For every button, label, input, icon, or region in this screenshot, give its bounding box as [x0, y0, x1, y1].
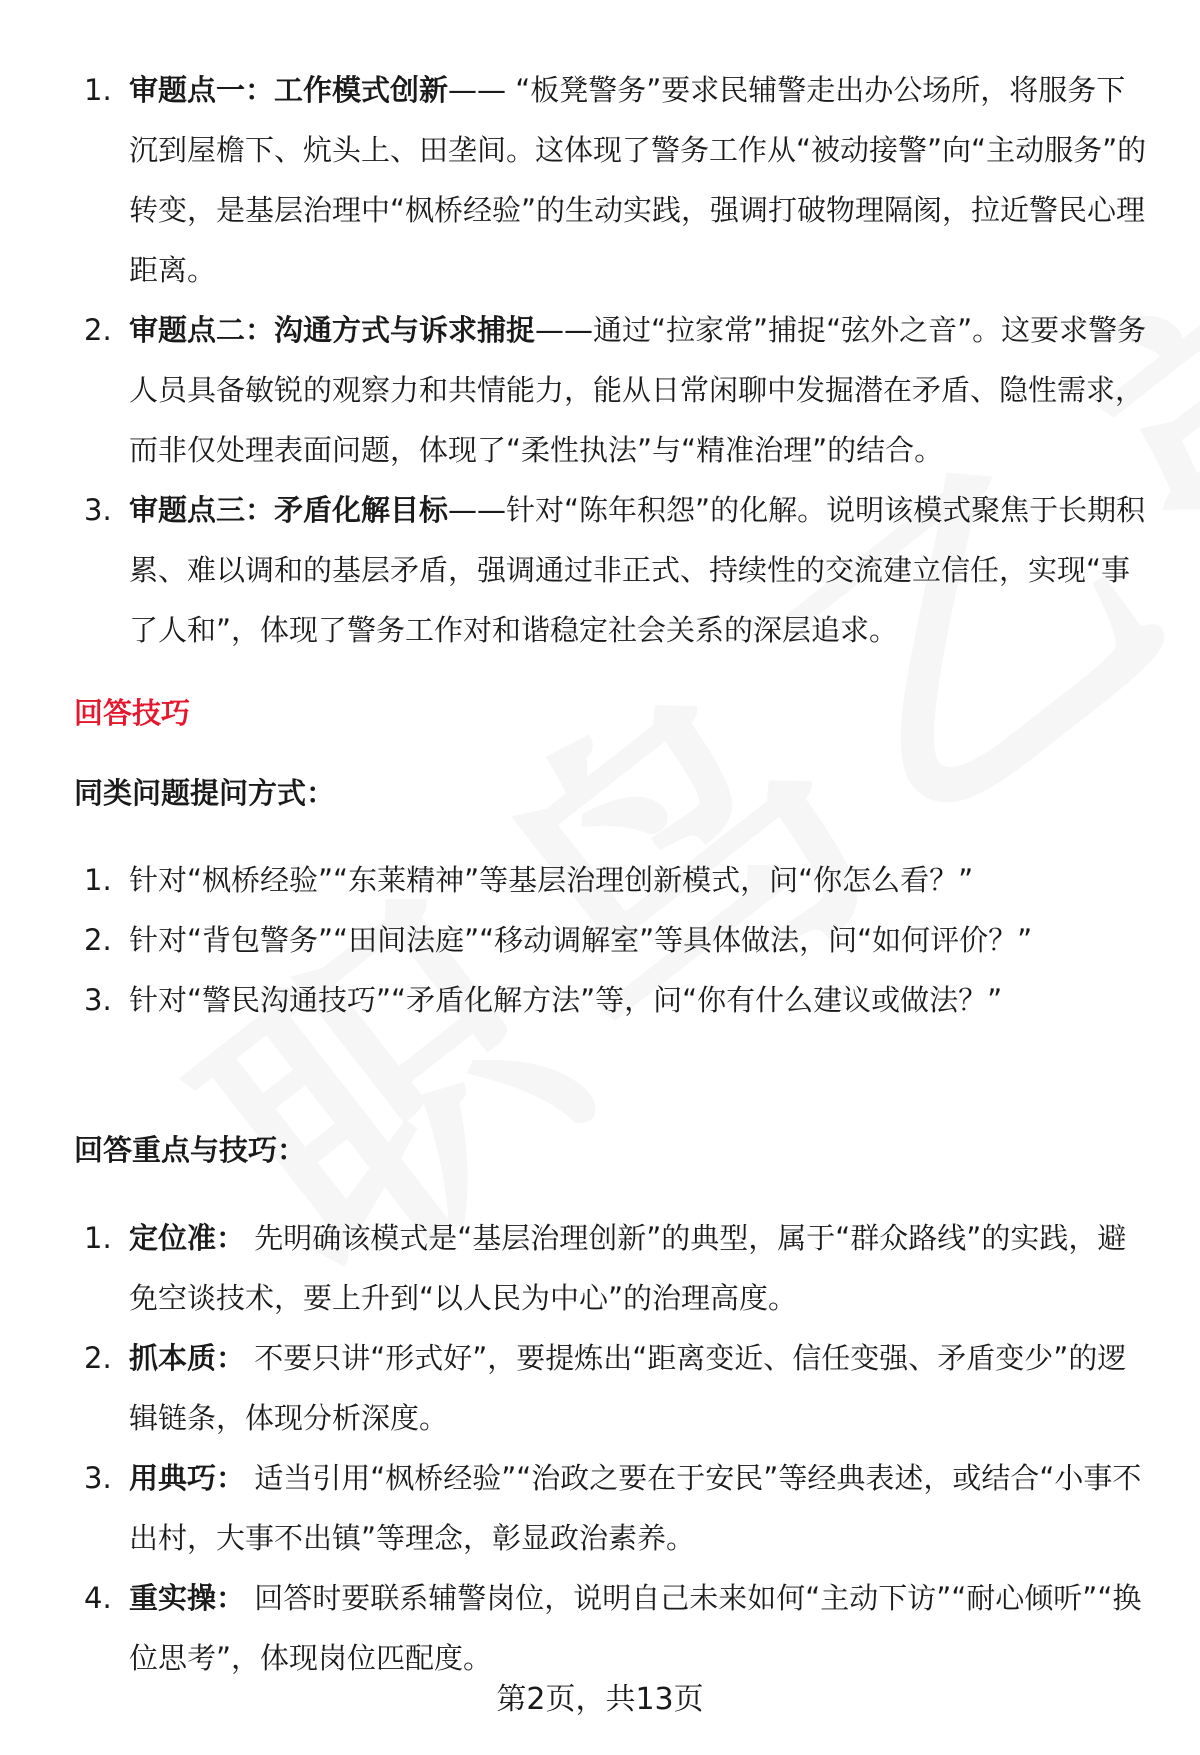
list-item — [84, 480, 1150, 660]
point-label: 审题点三：矛盾化解目标 — [129, 493, 449, 527]
tip-text: 不要只讲“形式好”，要提炼出“距离变近、信任变强、矛盾变少”的逻辑链条，体现分析深度。 — [129, 1341, 1127, 1435]
tip-label: 用典巧： — [129, 1461, 246, 1495]
list-number: 3. — [84, 493, 112, 527]
list-number: 2. — [84, 313, 112, 347]
section-heading-answer-focus: 回答重点与技巧： — [74, 1133, 307, 1167]
list-number: 1. — [84, 1221, 112, 1255]
tip-label: 定位准： — [129, 1221, 246, 1255]
tip-label: 抓本质： — [129, 1341, 246, 1375]
list-item — [84, 1328, 1150, 1448]
exam-points-list — [84, 60, 1150, 660]
item-text: 针对“警民沟通技巧”“矛盾化解方法”等，问“你有什么建议或做法？” — [129, 983, 1003, 1017]
item-text: 针对“枫桥经验”“东莱精神”等基层治理创新模式，问“你怎么看？” — [129, 863, 974, 897]
list-item — [84, 910, 1150, 970]
item-text: 针对“背包警务”“田间法庭”“移动调解室”等具体做法，问“如何评价？” — [129, 923, 1033, 957]
tip-text: 适当引用“枫桥经验”“治政之要在于安民”等经典表述，或结合“小事不出村，大事不出镇”等理念，彰显政治素养。 — [129, 1461, 1142, 1555]
list-item — [84, 1208, 1150, 1328]
list-number: 2. — [84, 1341, 112, 1375]
point-label: 审题点二：沟通方式与诉求捕捉 — [129, 313, 536, 347]
list-item — [84, 970, 1150, 1030]
point-text: ——通过“拉家常”捕捉“弦外之音”。这要求警务人员具备敏锐的观察力和共情能力，能从日常闲聊中发掘潜在矛盾、隐性需求，而非仅处理表面问题，体现了“柔性执法”与“精准治理”的结合。 — [129, 313, 1147, 467]
list-item — [84, 1568, 1150, 1688]
list-number: 3. — [84, 1461, 112, 1495]
tip-text: 回答时要联系辅警岗位，说明自己未来如何“主动下访”“耐心倾听”“换位思考”，体现岗位匹配度。 — [129, 1581, 1142, 1675]
list-item — [84, 1448, 1150, 1568]
tip-label: 重实操： — [129, 1581, 246, 1615]
point-text: —— “板凳警务”要求民辅警走出办公场所，将服务下沉到屋檐下、炕头上、田垄间。这体现了警务工作从“被动接警”向“主动服务”的转变，是基层治理中“枫桥经验”的生动实践，强调打破物理隔阂，拉近警民心理距离。 — [129, 73, 1147, 287]
list-item — [84, 300, 1150, 480]
list-number: 1. — [84, 863, 112, 897]
page-footer: 第2页，共13页 — [496, 1682, 704, 1717]
section-heading-answer-tips: 回答技巧 — [74, 696, 191, 730]
answer-tips-list — [84, 1208, 1150, 1688]
list-number: 3. — [84, 983, 112, 1017]
list-item — [84, 60, 1150, 300]
point-label: 审题点一：工作模式创新 — [129, 73, 449, 107]
list-number: 2. — [84, 923, 112, 957]
section-heading-similar-questions: 同类问题提问方式： — [74, 776, 336, 810]
point-text: ——针对“陈年积怨”的化解。说明该模式聚焦于长期积累、难以调和的基层矛盾，强调通过非正式、持续性的交流建立信任，实现“事了人和”，体现了警务工作对和谐稳定社会关系的深层追求。 — [129, 493, 1146, 647]
tip-text: 先明确该模式是“基层治理创新”的典型，属于“群众路线”的实践，避免空谈技术，要上升到“以人民为中心”的治理高度。 — [129, 1221, 1127, 1315]
similar-questions-list — [84, 850, 1150, 1030]
list-number: 4. — [84, 1581, 112, 1615]
list-item — [84, 850, 1150, 910]
list-number: 1. — [84, 73, 112, 107]
